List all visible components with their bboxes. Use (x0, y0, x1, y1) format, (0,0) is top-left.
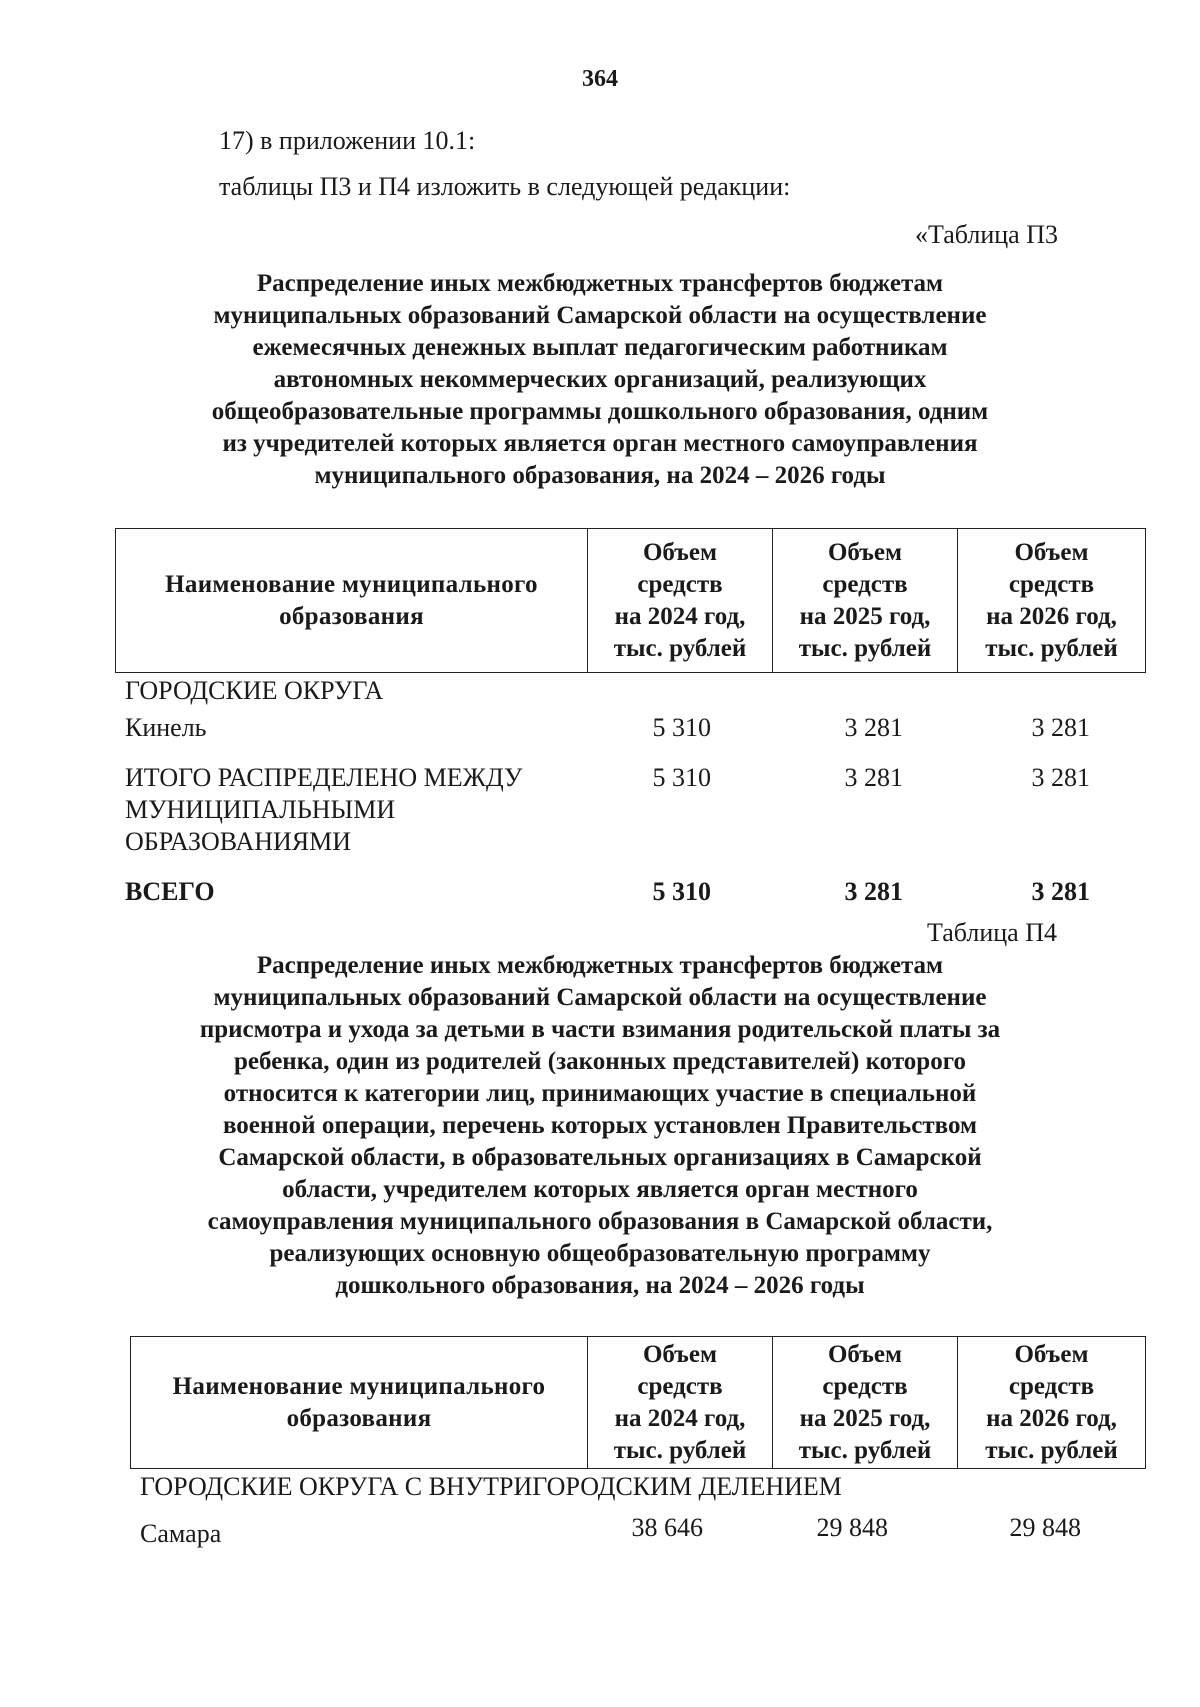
title-line: дошкольного образования, на 2024 – 2026 годы (335, 1272, 865, 1299)
title-line: Распределение иных межбюджетных трансфертов бюджетам (256, 952, 944, 979)
value-2025: 3 281 (844, 713, 903, 742)
title-line: области, учредителем которых является орган местного (282, 1176, 918, 1203)
title-line: муниципальных образований Самарской области на осуществление (213, 984, 987, 1011)
row-name: Самара (140, 1519, 222, 1548)
value-2025: 29 848 (816, 1513, 888, 1542)
value-2024: 5 310 (652, 877, 711, 906)
title-line: из учредителей которых является орган местного самоуправления (222, 430, 978, 457)
header-municipality: Наименование муниципального образования (131, 1337, 588, 1469)
title-line: муниципальных образований Самарской области на осуществление (213, 302, 987, 329)
header-volume-2024: Объем средств на 2024 год, тыс. рублей (588, 1337, 773, 1469)
header-volume-2026: Объем средств на 2026 год, тыс. рублей (958, 1337, 1146, 1469)
title-line: муниципального образования, на 2024 – 2026 годы (314, 462, 886, 489)
table-p3-caption: «Таблица П3 (915, 220, 1058, 249)
row-name: ВСЕГО (125, 877, 215, 906)
value-2024: 5 310 (652, 763, 711, 792)
table-p4-title (0, 950, 1200, 1302)
title-line: реализующих основную общеобразовательную программу (269, 1240, 931, 1267)
value-2026: 3 281 (1031, 763, 1090, 792)
value-2024: 38 646 (631, 1513, 703, 1542)
paragraph-instruction: таблицы П3 и П4 изложить в следующей редакции: (219, 172, 791, 201)
header-volume-2024: Объем средств на 2024 год, тыс. рублей (588, 529, 773, 673)
row-name: Кинель (125, 713, 207, 742)
table-p3-header (115, 528, 1146, 673)
title-line: присмотра и ухода за детьми в части взимания родительской платы за (199, 1016, 1001, 1043)
value-2025: 3 281 (844, 877, 903, 906)
title-line: Распределение иных межбюджетных трансфертов бюджетам (256, 270, 944, 297)
title-line: самоуправления муниципального образования в Самарской области, (207, 1208, 993, 1235)
header-volume-2025: Объем средств на 2025 год, тыс. рублей (773, 529, 958, 673)
title-line: военной операции, перечень которых установлен Правительством (222, 1112, 978, 1139)
value-2026: 3 281 (1031, 713, 1090, 742)
value-2026: 3 281 (1031, 877, 1090, 906)
page-number: 364 (582, 66, 618, 92)
header-volume-2025: Объем средств на 2025 год, тыс. рублей (773, 1337, 958, 1469)
table-p3-title (0, 268, 1200, 492)
title-line: общеобразовательные программы дошкольного образования, одним (211, 398, 989, 425)
header-municipality: Наименование муниципального образования (116, 529, 588, 673)
title-line: Самарской области, в образовательных организациях в Самарской (218, 1144, 982, 1171)
value-2025: 3 281 (844, 763, 903, 792)
table-p4-header (130, 1336, 1146, 1469)
value-2026: 29 848 (1009, 1513, 1081, 1542)
title-line: ребенка, один из родителей (законных представителей) которого (234, 1048, 966, 1075)
title-line: ежемесячных денежных выплат педагогическим работникам (252, 334, 948, 361)
paragraph-item-17: 17) в приложении 10.1: (219, 126, 476, 155)
value-2024: 5 310 (652, 713, 711, 742)
title-line: относится к категории лиц, принимающих участие в специальной (223, 1080, 977, 1107)
table-p4-caption: Таблица П4 (927, 918, 1057, 947)
header-volume-2026: Объем средств на 2026 год, тыс. рублей (958, 529, 1146, 673)
title-line: автономных некоммерческих организаций, реализующих (273, 366, 927, 393)
